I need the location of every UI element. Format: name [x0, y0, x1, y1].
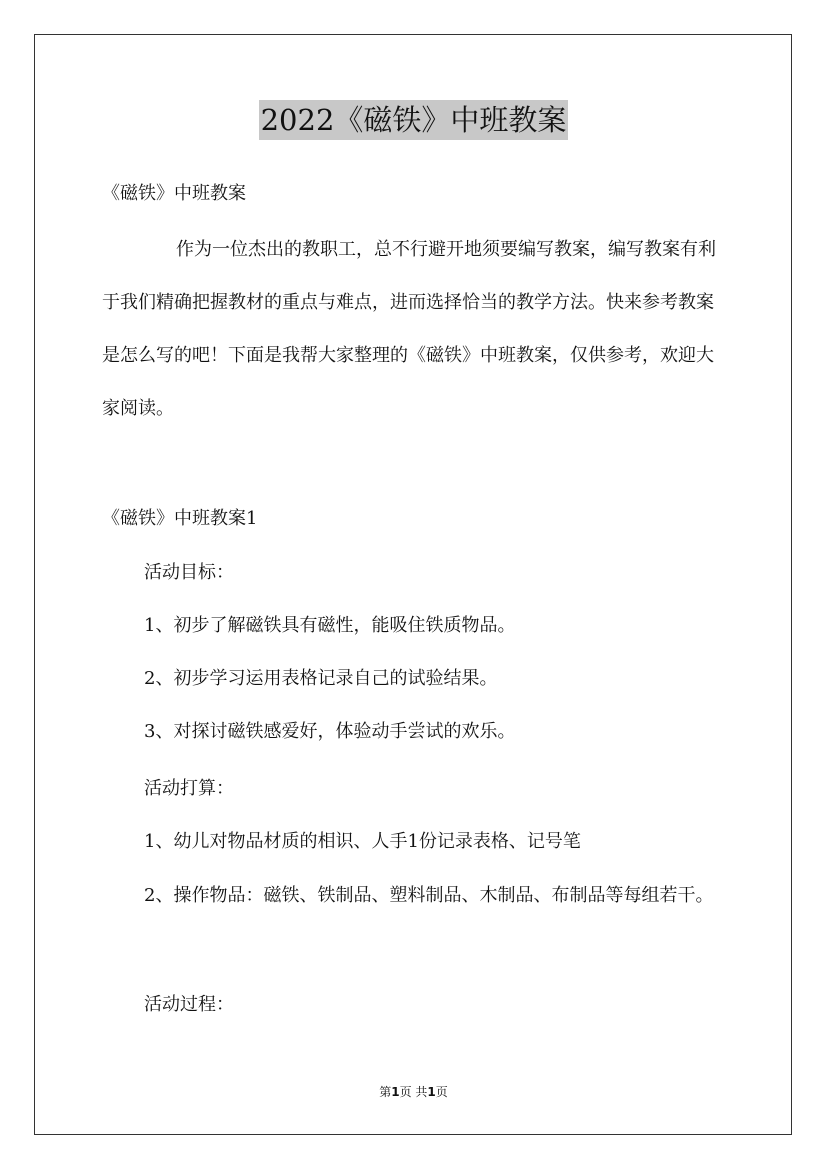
footer-page-number: 1 [391, 1085, 400, 1099]
title-wrap [0, 100, 827, 140]
footer-page-mid: 页 共 [399, 1085, 428, 1099]
goal-item-2: 2、初步学习运用表格记录自己的试验结果。 [144, 668, 498, 689]
prep-item-2: 2、操作物品：磁铁、铁制品、塑料制品、木制品、布制品等每组若干。 [144, 885, 714, 906]
document-subtitle: 《磁铁》中班教案 [102, 183, 246, 204]
prep-item-1: 1、幼儿对物品材质的相识、人手1份记录表格、记号笔 [144, 831, 581, 852]
goal-item-3: 3、对探讨磁铁感爱好，体验动手尝试的欢乐。 [144, 721, 516, 742]
page-footer [0, 1084, 827, 1100]
footer-page-prefix: 第 [379, 1085, 392, 1099]
goal-item-1: 1、初步了解磁铁具有磁性，能吸住铁质物品。 [144, 615, 516, 636]
section-heading: 《磁铁》中班教案1 [102, 508, 258, 529]
process-heading: 活动过程： [144, 994, 234, 1015]
intro-paragraph: 作为一位杰出的教职工，总不行避开地须要编写教案，编写教案有利于我们精确把握教材的重点与难点，进而选择恰当的教学方法。快来参考教案是怎么写的吧！下面是我帮大家整理的《磁铁》中班教案，仅供参考，欢迎大家阅读。 [102, 239, 716, 419]
prep-heading: 活动打算： [144, 778, 234, 799]
footer-total-pages: 1 [427, 1085, 436, 1099]
goals-heading: 活动目标： [144, 562, 234, 583]
document-title: 2022《磁铁》中班教案 [259, 100, 569, 140]
footer-page-suffix: 页 [435, 1085, 448, 1099]
